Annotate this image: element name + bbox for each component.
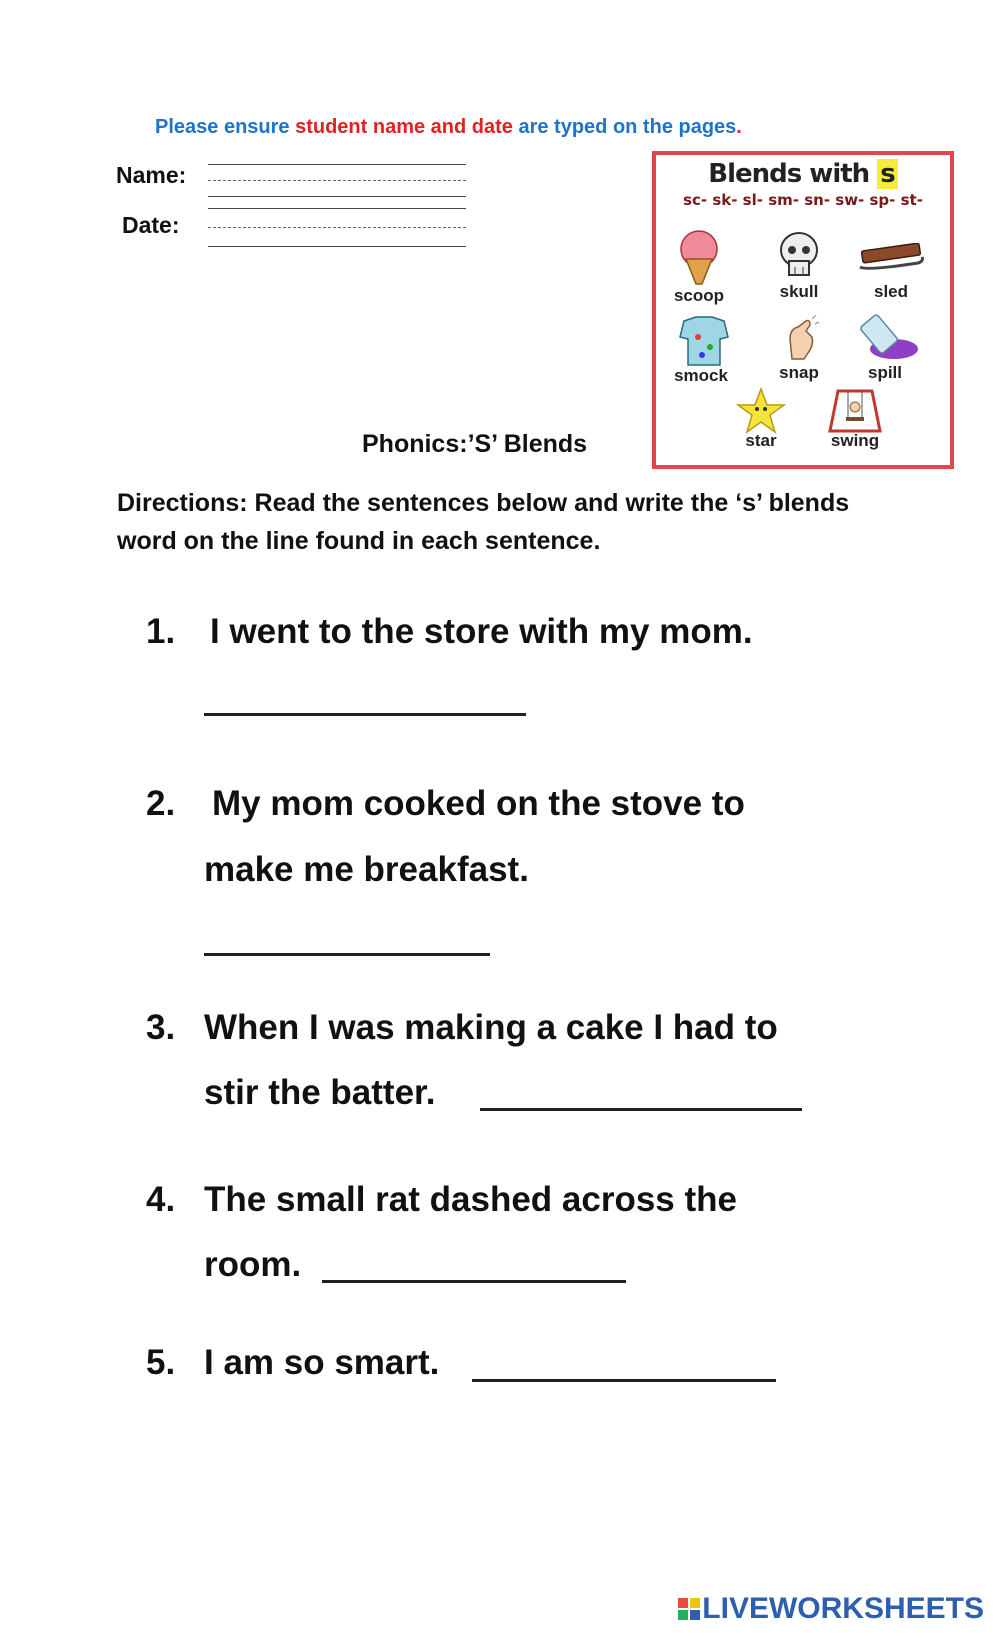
question-2-answer-line[interactable] xyxy=(204,953,490,956)
spill-icon xyxy=(860,311,922,363)
question-2-text-line-1: My mom cooked on the stove to xyxy=(212,784,745,823)
snapping-hand-icon xyxy=(780,315,820,363)
blends-chart xyxy=(652,151,954,469)
liveworksheets-logo-icon xyxy=(678,1598,700,1620)
sled-icon xyxy=(856,243,928,275)
word-smock: smock xyxy=(674,366,728,385)
word-sled: sled xyxy=(873,282,909,301)
question-5-text: I am so smart. xyxy=(204,1343,440,1382)
ice-cream-icon xyxy=(674,229,724,285)
word-spill: spill xyxy=(867,363,902,382)
skull-icon xyxy=(777,231,821,279)
smock-icon xyxy=(676,315,732,367)
question-3-text-line-1: When I was making a cake I had to xyxy=(204,1008,778,1047)
question-3-number: 3. xyxy=(146,1008,176,1047)
name-field[interactable] xyxy=(208,164,466,197)
question-2-text-line-2: make me breakfast. xyxy=(204,850,529,889)
notice-part-3: are typed on the pages xyxy=(512,116,737,138)
word-star: star xyxy=(745,431,777,450)
blends-list: sc- sk- sl- sm- sn- sw- sp- st- xyxy=(683,191,923,209)
date-field[interactable] xyxy=(208,208,466,247)
word-scoop: scoop xyxy=(673,286,725,305)
notice-part-4: . xyxy=(736,116,742,138)
question-3-text-line-2: stir the batter. xyxy=(204,1073,436,1112)
notice-part-1: Please ensure xyxy=(155,116,296,138)
word-skull: skull xyxy=(779,282,819,301)
swing-icon xyxy=(826,387,884,433)
question-4-number: 4. xyxy=(146,1180,176,1219)
question-1-number: 1. xyxy=(146,612,176,651)
notice-text xyxy=(155,116,742,139)
question-4-answer-line[interactable] xyxy=(322,1280,626,1283)
directions-text: Directions: Read the sentences below and write the ‘s’ blends word on the line found in each sentence. xyxy=(117,489,850,555)
question-5-number: 5. xyxy=(146,1343,176,1382)
name-label: Name: xyxy=(116,162,187,188)
notice-part-2: student name and date xyxy=(295,116,513,138)
blends-chart-title: Blends with s xyxy=(656,159,950,189)
question-1-text: I went to the store with my mom. xyxy=(210,612,753,651)
liveworksheets-logo-text: LIVEWORKSHEETS xyxy=(702,1592,984,1625)
question-1-answer-line[interactable] xyxy=(204,713,526,716)
question-5-answer-line[interactable] xyxy=(472,1379,776,1382)
worksheet-title: Phonics:’S’ Blends xyxy=(362,430,588,458)
star-icon xyxy=(736,387,786,435)
word-swing: swing xyxy=(830,431,880,450)
question-3-answer-line[interactable] xyxy=(480,1108,802,1111)
date-label: Date: xyxy=(122,212,180,238)
question-4-text-line-1: The small rat dashed across the xyxy=(204,1180,737,1219)
question-2-number: 2. xyxy=(146,784,176,823)
word-snap: snap xyxy=(779,363,819,382)
liveworksheets-logo xyxy=(678,1592,984,1626)
question-4-text-line-2: room. xyxy=(204,1245,302,1284)
